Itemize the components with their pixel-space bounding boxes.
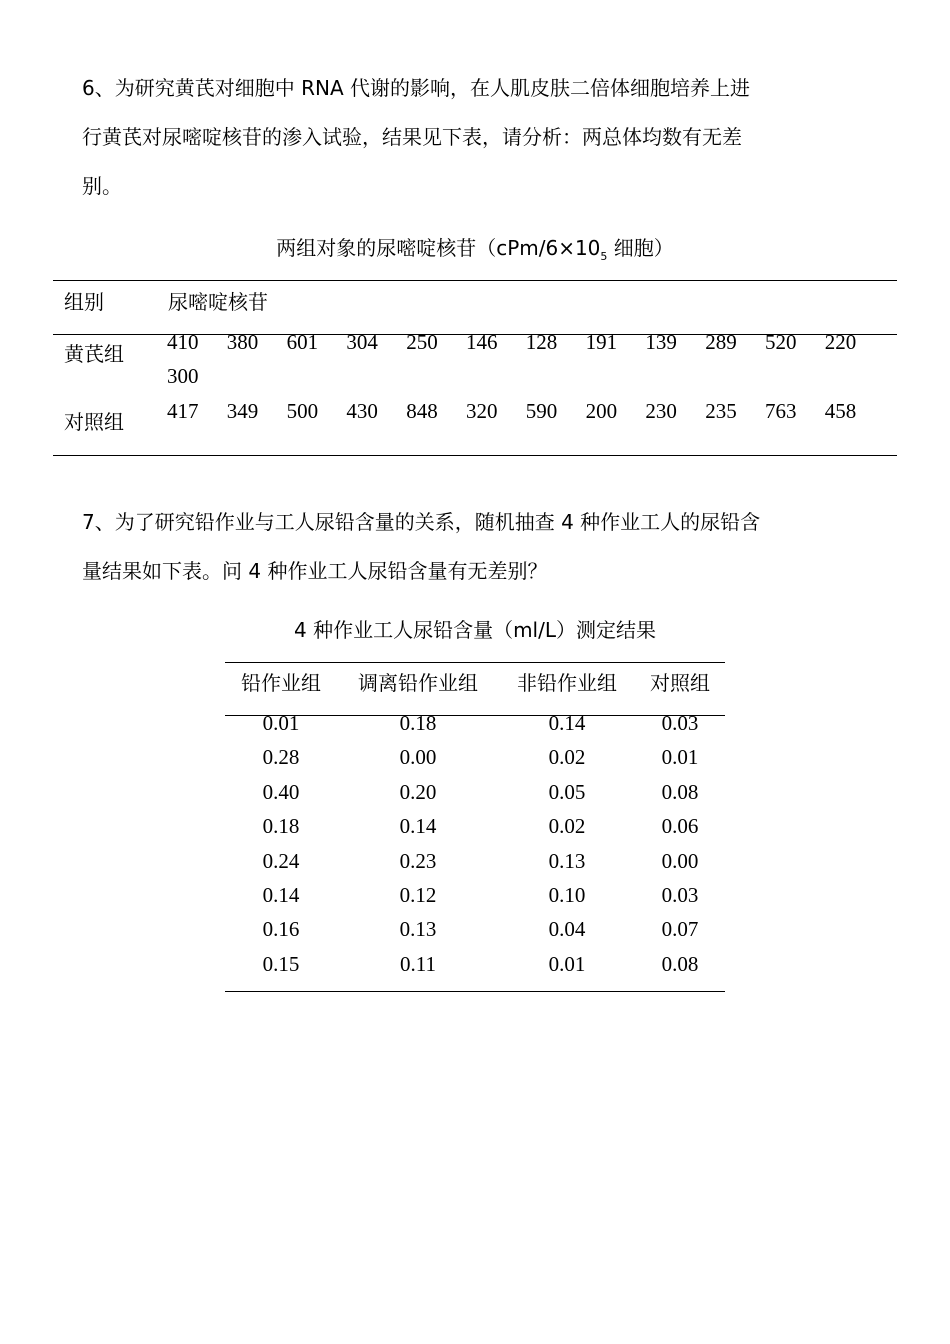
q6-value-cell: 520: [765, 330, 797, 354]
q7-value-cell: 0.28: [262, 745, 300, 770]
q6-row-label-control: 对照组: [64, 410, 124, 434]
q7-text: [82, 498, 882, 596]
q7-value-cell: 0.18: [399, 711, 437, 735]
q6-value-cell: 590: [525, 399, 558, 423]
q6-value-cell: 500: [286, 399, 319, 423]
q7-value-cell: 0.10: [548, 883, 586, 907]
q6-value-cell: 300: [167, 364, 199, 388]
q6-text: [82, 64, 882, 211]
q7-value-cell: 0.12: [399, 883, 437, 907]
q7-value-cell: 0.08: [661, 951, 699, 976]
q6-header-group: 组别: [64, 290, 104, 314]
q6-value-cell: 128: [525, 330, 558, 354]
q6-caption-tail: 细胞）: [607, 236, 674, 260]
q6-value-cell: 848: [406, 399, 438, 423]
q7-value-cell: 0.01: [661, 745, 699, 770]
q7-value-cell: 0.14: [262, 883, 300, 907]
q7-value-cell: 0.04: [548, 917, 586, 942]
q6-caption-main: 两组对象的尿嘧啶核苷（cPm/6×10: [276, 236, 601, 260]
q7-value-cell: 0.05: [548, 779, 586, 804]
q7-value-cell: 0.07: [661, 917, 699, 942]
q7-table-bottom-rule: [225, 991, 725, 992]
q7-value-cell: 0.13: [399, 917, 437, 942]
q7-header-cell: 铅作业组: [241, 671, 321, 695]
q6-value-cell: 191: [585, 330, 618, 354]
q7-line-2: 量结果如下表。问 4 种作业工人尿铅含量有无差别？: [82, 559, 548, 583]
q7-header-cell: 对照组: [650, 671, 710, 695]
q6-row-label-huangqi: 黄芪组: [64, 342, 124, 366]
q6-value-cell: 763: [765, 399, 797, 423]
q6-value-cell: 250: [406, 330, 438, 354]
q6-value-cell: 139: [645, 330, 677, 354]
q7-header-cell: 非铅作业组: [517, 671, 617, 695]
q7-value-cell: 0.14: [399, 814, 437, 839]
q6-value-cell: 601: [286, 330, 319, 354]
q6-value-cell: 417: [167, 399, 199, 423]
q6-table-top-rule: [53, 280, 897, 281]
q7-value-cell: 0.11: [400, 951, 436, 976]
q6-value-cell: 220: [824, 330, 857, 354]
q7-line-1: 7、为了研究铅作业与工人尿铅含量的关系，随机抽查 4 种作业工人的尿铅含: [82, 510, 761, 534]
q7-value-cell: 0.03: [661, 711, 699, 735]
q6-caption-exponent: 5: [600, 250, 608, 263]
q6-line-2: 行黄芪对尿嘧啶核苷的渗入试验，结果见下表，请分析：两总体均数有无差: [82, 125, 742, 149]
q7-value-cell: 0.23: [399, 848, 437, 873]
q7-value-cell: 0.02: [548, 814, 586, 839]
q6-header-value: 尿嘧啶核苷: [168, 290, 268, 314]
q6-value-cell: 380: [226, 330, 259, 354]
q7-value-cell: 0.00: [661, 848, 699, 873]
q7-value-cell: 0.06: [661, 814, 699, 839]
q6-value-cell: 410: [167, 330, 199, 354]
q6-value-cell: 304: [346, 330, 378, 354]
q6-value-cell: 458: [824, 399, 857, 423]
q6-line-1: 6、为研究黄芪对细胞中 RNA 代谢的影响，在人肌皮肤二倍体细胞培养上进: [82, 76, 750, 100]
q7-value-cell: 0.18: [262, 814, 300, 839]
q7-value-cell: 0.40: [262, 779, 300, 804]
q7-header-cell: 调离铅作业组: [358, 671, 478, 695]
q7-value-cell: 0.00: [399, 745, 437, 770]
q7-value-cell: 0.08: [661, 779, 699, 804]
q7-value-cell: 0.03: [661, 883, 699, 907]
q7-value-cell: 0.01: [548, 951, 586, 976]
q7-value-cell: 0.02: [548, 745, 586, 770]
q6-value-cell: 235: [705, 399, 737, 423]
q7-value-cell: 0.14: [548, 711, 586, 735]
q6-value-cell: 349: [226, 399, 259, 423]
q7-value-cell: 0.01: [262, 711, 300, 735]
q7-value-cell: 0.20: [399, 779, 437, 804]
q7-value-cell: 0.16: [262, 917, 300, 942]
q7-value-cell: 0.24: [262, 848, 300, 873]
q6-value-cell: 320: [466, 399, 498, 423]
q6-table-bottom-rule: [53, 455, 897, 456]
q6-value-cell: 289: [705, 330, 737, 354]
q6-line-3: 别。: [82, 174, 122, 198]
q6-value-cell: 430: [346, 399, 378, 423]
q7-value-cell: 0.15: [262, 951, 300, 976]
q6-value-cell: 230: [645, 399, 677, 423]
q7-value-cell: 0.13: [548, 848, 586, 873]
q6-value-cell: 146: [466, 330, 498, 354]
q6-value-cell: 200: [585, 399, 618, 423]
q7-table-caption: 4 种作业工人尿铅含量（ml/L）测定结果: [293, 618, 656, 642]
q7-table-top-rule: [225, 662, 725, 663]
q6-table-caption: [0, 232, 950, 263]
